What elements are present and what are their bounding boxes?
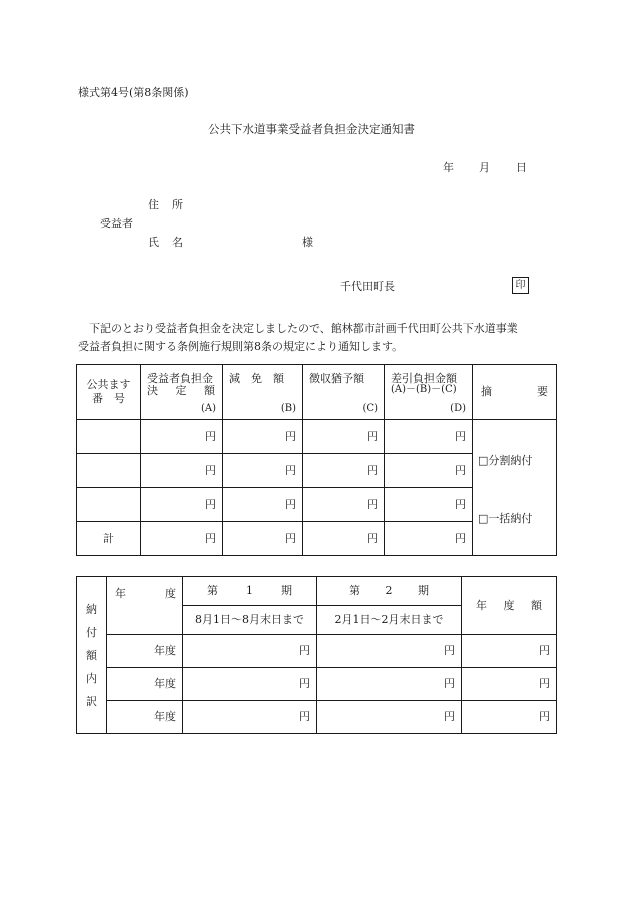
amount-cell[interactable]: 円 <box>223 488 303 522</box>
header-decided-amount: 受益者負担金 決 定 額 (A) <box>141 365 223 420</box>
period-2-amount[interactable]: 円 <box>317 668 462 701</box>
number-cell[interactable] <box>77 454 141 488</box>
option-lump-sum[interactable]: □一括納付 <box>478 511 533 525</box>
date-month: 月 <box>479 161 490 174</box>
breakdown-header-row <box>77 577 557 606</box>
annual-amount[interactable]: 円 <box>462 635 557 668</box>
total-label: 計 <box>77 522 141 556</box>
annual-amount[interactable]: 円 <box>462 668 557 701</box>
total-amount-cell[interactable]: 円 <box>385 522 473 556</box>
header-fiscal-year: 年 度 <box>107 577 183 635</box>
table-header-row <box>77 365 557 420</box>
date-day: 日 <box>516 161 527 174</box>
charge-decision-table <box>76 364 557 556</box>
amount-cell[interactable]: 円 <box>303 488 385 522</box>
amount-cell[interactable]: 円 <box>223 454 303 488</box>
date-year: 年 <box>443 161 454 174</box>
body-line-1: 下記のとおり受益者負担金を決定しましたので、館林都市計画千代田町公共下水道事業 <box>89 322 518 335</box>
period-1-range: 8月1日～8月末日まで <box>183 606 317 635</box>
document-title: 公共下水道事業受益者負担金決定通知書 <box>208 122 415 136</box>
header-deferral: 徴収猶予額 (C) <box>303 365 385 420</box>
period-1-amount[interactable]: 円 <box>183 635 317 668</box>
header-period-2: 第 2 期 <box>317 577 462 606</box>
breakdown-side-label: 納 付 額 内 訳 <box>77 577 107 734</box>
recipient-label: 受益者 <box>100 217 133 230</box>
table-row <box>77 635 557 668</box>
amount-cell[interactable]: 円 <box>385 454 473 488</box>
body-paragraph <box>78 320 568 356</box>
header-net-amount: 差引負担金額 (A)－(B)－(C) (D) <box>385 365 473 420</box>
amount-cell[interactable]: 円 <box>385 420 473 454</box>
header-period-1: 第 1 期 <box>183 577 317 606</box>
form-reference: 様式第4号(第8条関係) <box>78 86 189 99</box>
amount-cell[interactable]: 円 <box>223 420 303 454</box>
table-row <box>77 701 557 734</box>
fiscal-year-cell[interactable]: 年度 <box>107 701 183 734</box>
amount-cell[interactable]: 円 <box>303 420 385 454</box>
address-label-1: 住 <box>148 198 159 211</box>
fiscal-year-cell[interactable]: 年度 <box>107 635 183 668</box>
total-amount-cell[interactable]: 円 <box>141 522 223 556</box>
body-line-2: 受益者負担に関する条例施行規則第8条の規定により通知します。 <box>78 340 404 353</box>
amount-cell[interactable]: 円 <box>141 488 223 522</box>
amount-cell[interactable]: 円 <box>141 420 223 454</box>
number-cell[interactable] <box>77 488 141 522</box>
amount-cell[interactable]: 円 <box>385 488 473 522</box>
header-number: 公共ます 番 号 <box>77 365 141 420</box>
total-amount-cell[interactable]: 円 <box>303 522 385 556</box>
seal-stamp: 印 <box>512 277 529 294</box>
table-row <box>77 668 557 701</box>
header-remarks: 摘 要 <box>473 365 557 420</box>
header-annual-amount: 年 度 額 <box>462 577 557 635</box>
period-2-amount[interactable]: 円 <box>317 635 462 668</box>
fiscal-year-cell[interactable]: 年度 <box>107 668 183 701</box>
payment-breakdown-table <box>76 576 557 734</box>
issuer-title: 千代田町長 <box>340 280 395 293</box>
name-label-1: 氏 <box>148 236 159 249</box>
table-row <box>77 420 557 454</box>
period-1-amount[interactable]: 円 <box>183 668 317 701</box>
header-reduction: 減 免 額 (B) <box>223 365 303 420</box>
total-amount-cell[interactable]: 円 <box>223 522 303 556</box>
amount-cell[interactable]: 円 <box>141 454 223 488</box>
remarks-cell <box>473 420 557 556</box>
annual-amount[interactable]: 円 <box>462 701 557 734</box>
honorific: 様 <box>302 236 313 249</box>
option-installment[interactable]: □分割納付 <box>478 453 533 467</box>
amount-cell[interactable]: 円 <box>303 454 385 488</box>
address-label-2: 所 <box>172 198 183 211</box>
period-2-range: 2月1日～2月末日まで <box>317 606 462 635</box>
number-cell[interactable] <box>77 420 141 454</box>
period-2-amount[interactable]: 円 <box>317 701 462 734</box>
name-label-2: 名 <box>172 236 183 249</box>
period-1-amount[interactable]: 円 <box>183 701 317 734</box>
